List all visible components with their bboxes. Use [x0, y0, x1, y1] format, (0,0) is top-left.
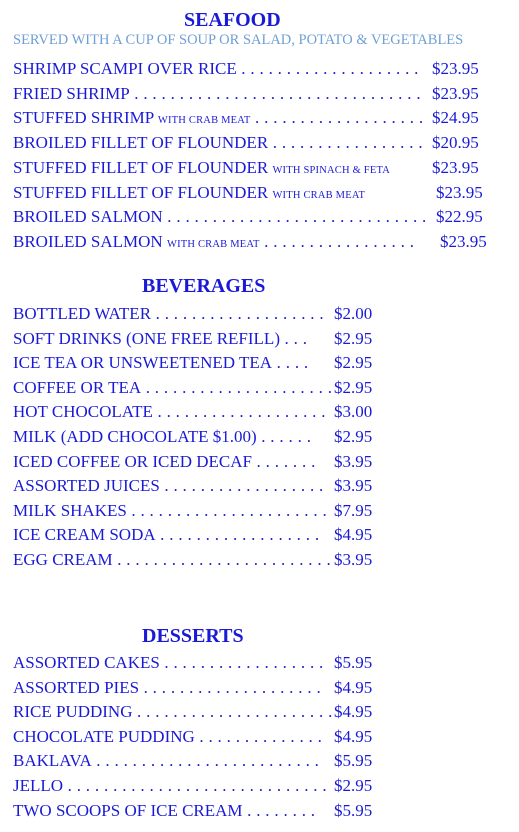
menu-item: [13, 701, 373, 723]
menu-item-note: WITH CRAB MEAT: [166, 238, 260, 250]
menu-item-name: JELLO: [13, 776, 64, 795]
menu-item: [13, 652, 373, 674]
menu-item-name: STUFFED FILLET OF FLOUNDER: [13, 157, 269, 177]
menu-item-price: $2.95: [334, 776, 373, 795]
menu-item-price: $23.95: [436, 182, 483, 202]
menu-item: [13, 83, 479, 105]
menu-item-price: $4.95: [334, 702, 373, 722]
dot-leader: . . . . . . . . . . . . . . . . .: [259, 231, 415, 251]
dot-leader: . . . . . . . . . . . . . . . . .: [268, 133, 423, 153]
dot-leader: . . . . . . . . . . . . . . . . . . . . . .: [126, 500, 328, 520]
menu-item: [13, 401, 373, 423]
menu-item-price: $3.95: [334, 476, 373, 496]
menu-item-price: $3.95: [334, 550, 373, 569]
dot-leader: . . . . . . . . . . . . . . . . . . . .: [139, 677, 322, 697]
dot-leader: . . . . . . . . . . . . . . . . . .: [159, 653, 324, 672]
dot-leader: . . .: [279, 328, 308, 348]
dot-leader: . . . . . .: [256, 427, 312, 446]
dot-leader: . . . .: [272, 353, 309, 373]
dot-leader: . . . . . . . . . . . . . . . . . . . . . . . . . . . . .: [162, 207, 427, 227]
menu-item-name: ICE CREAM SODA: [13, 525, 156, 545]
menu-item-name: CHOCOLATE PUDDING: [13, 726, 195, 746]
menu-item-name: MILK SHAKES: [13, 500, 127, 520]
menu-item: [13, 451, 373, 473]
menu-item: [13, 475, 373, 497]
dot-leader: . . . . . . . . . . . . . . . . . .: [155, 525, 320, 545]
menu-item-price: $4.95: [334, 677, 373, 697]
menu-item-name: SHRIMP SCAMPI OVER RICE: [13, 59, 237, 78]
menu-item: [13, 182, 483, 204]
menu-item: [13, 231, 487, 253]
menu-item: [13, 750, 373, 772]
dot-leader: . . . . . . .: [251, 451, 316, 471]
menu-item-price: $23.95: [432, 157, 479, 177]
dot-leader: . . . . . . . . . . . . . . . . . . .: [151, 304, 324, 323]
menu-item-price: $22.95: [436, 207, 483, 227]
menu-item: [13, 800, 373, 822]
dot-leader: . . . . . . . . . . . . . . . . . . .: [152, 402, 326, 422]
dot-leader: . . . . . . . . . . . . . . . . . . . . . .: [132, 702, 333, 722]
menu-item-note: WITH CRAB MEAT: [157, 115, 251, 127]
menu-item-name: BAKLAVA: [13, 751, 92, 771]
menu-item: [13, 107, 479, 129]
menu-item: [13, 303, 373, 325]
menu-item-price: $23.95: [440, 231, 487, 251]
menu-item-name: ICE TEA OR UNSWEETENED TEA: [13, 353, 273, 373]
dot-leader: . . . . . . . .: [242, 800, 316, 820]
menu-item-price: $2.95: [334, 353, 373, 373]
menu-item-price: $24.95: [432, 108, 479, 128]
menu-item-name: HOT CHOCOLATE: [13, 402, 153, 422]
menu-item-price: $23.95: [432, 83, 479, 103]
menu-item-name: ASSORTED JUICES: [13, 476, 160, 496]
beverages-heading: BEVERAGES: [142, 275, 266, 297]
menu-item-name: BOTTLED WATER: [13, 304, 152, 323]
dot-leader: . . . . . . . . . . . . . . . . . . . .: [236, 59, 419, 78]
menu-item-price: $2.00: [334, 304, 373, 323]
menu-item: [13, 677, 373, 699]
menu-item: [13, 775, 373, 797]
menu-item-price: $3.00: [334, 402, 373, 422]
menu-item-name: FRIED SHRIMP: [13, 83, 130, 103]
menu-item: [13, 500, 373, 522]
menu-item-price: $7.95: [334, 500, 373, 520]
menu-item-name: ASSORTED CAKES: [13, 653, 160, 672]
menu-item-name: MILK (ADD CHOCOLATE $1.00): [13, 427, 257, 446]
seafood-heading: SEAFOOD: [184, 9, 281, 31]
menu-item-price: $2.95: [334, 328, 373, 348]
menu-item: [13, 377, 373, 399]
menu-item-note: WITH SPINACH & FETA: [272, 164, 391, 176]
seafood-subtitle: SERVED WITH A CUP OF SOUP OR SALAD, POTATO & VEGETABLES: [13, 32, 464, 48]
menu-item: [13, 352, 373, 374]
menu-item: [13, 58, 479, 80]
menu-item-name: ICED COFFEE OR ICED DECAF: [13, 451, 252, 471]
dot-leader: . . . . . . . . . . . . . . . . . . . . .: [141, 377, 333, 397]
menu-item-note: WITH CRAB MEAT: [272, 189, 366, 201]
dot-leader: . . . . . . . . . . . . . . . . . . . . . . . . .: [91, 751, 320, 771]
menu-item-name: ASSORTED PIES: [13, 677, 140, 697]
menu-item-name: BROILED FILLET OF FLOUNDER: [13, 133, 269, 153]
dot-leader: . . . . . . . . . . . . . .: [194, 726, 323, 746]
menu-item: [13, 157, 479, 179]
desserts-heading: DESSERTS: [142, 625, 244, 647]
menu-item-name: STUFFED FILLET OF FLOUNDER: [13, 182, 269, 202]
menu-item-price: $4.95: [334, 525, 373, 545]
menu-item-price: $20.95: [432, 133, 479, 153]
menu-item-price: $5.95: [334, 653, 373, 672]
menu-item-price: $3.95: [334, 451, 373, 471]
dot-leader: . . . . . . . . . . . . . . . . . . . . . . . . . . . . .: [63, 776, 327, 795]
menu-item-name: BROILED SALMON: [13, 207, 163, 227]
dot-leader: . . . . . . . . . . . . . . . . . . . . . . . .: [112, 550, 332, 569]
menu-item-price: $2.95: [334, 427, 373, 446]
menu-item: [13, 132, 479, 154]
menu-item: [13, 206, 483, 228]
menu-item-name: EGG CREAM: [13, 550, 113, 569]
menu-item-name: COFFEE OR TEA: [13, 377, 142, 397]
menu-item-name: SOFT DRINKS (ONE FREE REFILL): [13, 328, 280, 348]
menu-item: [13, 549, 373, 571]
menu-item-name: TWO SCOOPS OF ICE CREAM: [13, 800, 243, 820]
menu-item: [13, 524, 373, 546]
menu-item-price: $2.95: [334, 377, 373, 397]
dot-leader: . . . . . . . . . . . . . . . . . . .: [250, 108, 424, 128]
menu-item: [13, 726, 373, 748]
menu-item-price: $23.95: [432, 59, 479, 78]
dot-leader: . . . . . . . . . . . . . . . . . . . . . . . . . . . . . . . .: [129, 83, 421, 103]
menu-item-name: RICE PUDDING: [13, 702, 133, 722]
menu-item-price: $5.95: [334, 800, 373, 820]
menu-item-name: BROILED SALMON: [13, 231, 163, 251]
menu-item: [13, 426, 373, 448]
menu-item-name: STUFFED SHRIMP: [13, 108, 154, 128]
menu-item: [13, 328, 373, 350]
dot-leader: . . . . . . . . . . . . . . . . . .: [159, 476, 324, 496]
menu-item-price: $5.95: [334, 751, 373, 771]
menu-item-price: $4.95: [334, 726, 373, 746]
